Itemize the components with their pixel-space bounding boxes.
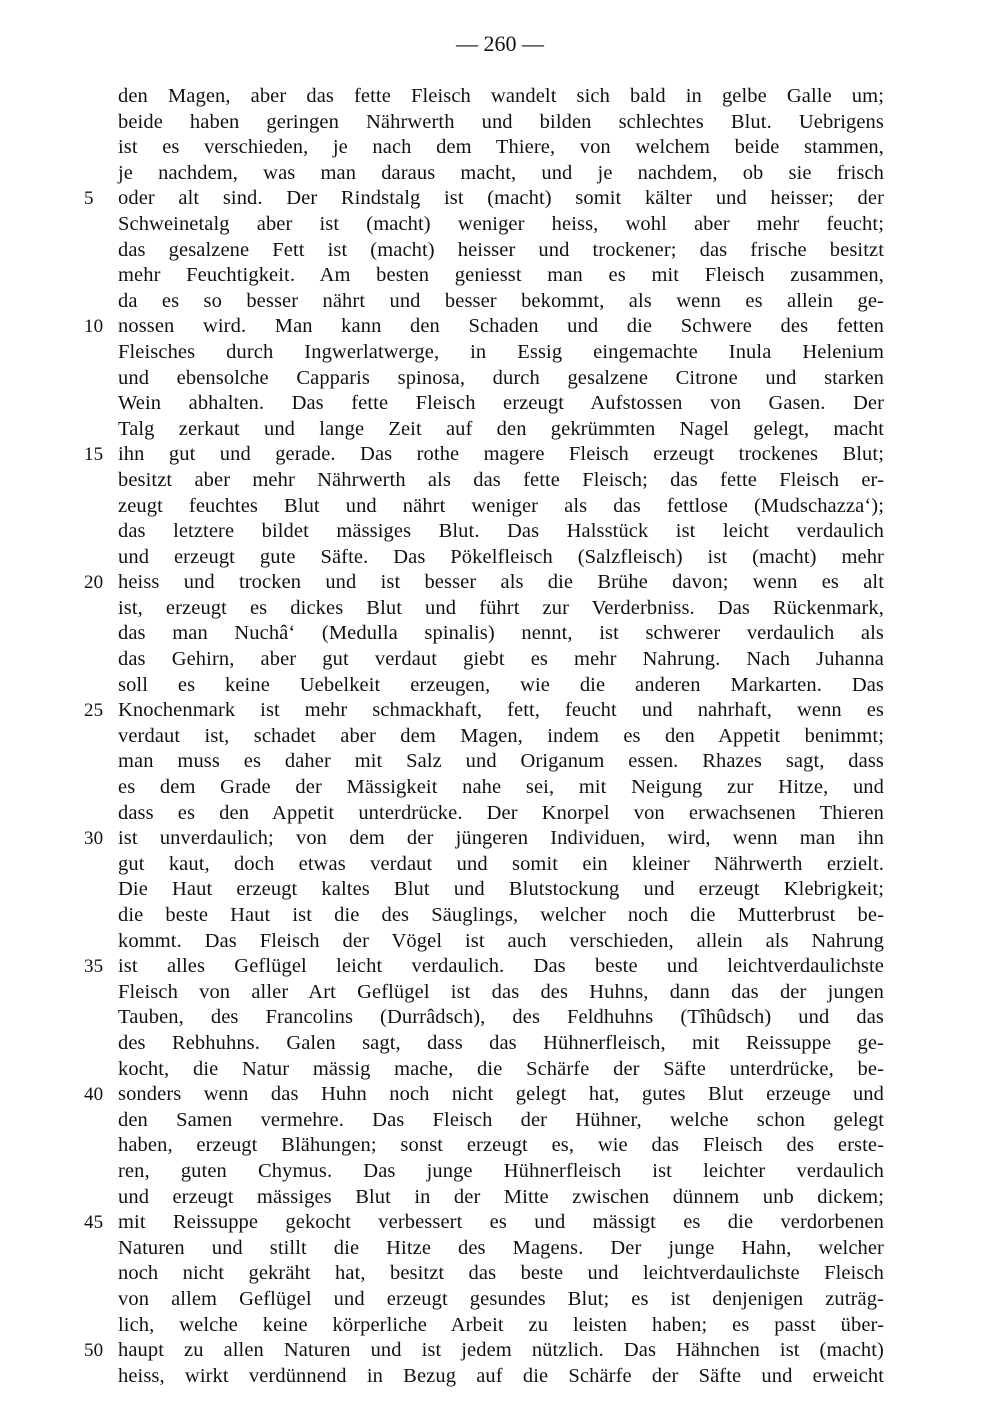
line-text: des Rebhuhns. Galen sagt, dass das Hühnerfleisch, mit Reissuppe ge- xyxy=(118,1031,884,1054)
line-number: 30 xyxy=(84,828,104,850)
text-line xyxy=(118,1031,884,1057)
text-line xyxy=(118,1133,884,1159)
text-line xyxy=(118,417,884,443)
line-text: Wein abhalten. Das fette Fleisch erzeugt Aufstossen von Gasen. Der xyxy=(118,392,884,415)
line-text: ihn gut und gerade. Das rothe magere Fleisch erzeugt trockenes Blut; xyxy=(118,443,884,466)
line-text: Fleisches durch Ingwerlatwerge, in Essig eingemachte Inula Helenium xyxy=(118,340,884,363)
line-text: das Gehirn, aber gut verdaut giebt es mehr Nahrung. Nach Juhanna xyxy=(118,648,884,671)
line-text: besitzt aber mehr Nährwerth als das fette Fleisch; das fette Fleisch er- xyxy=(118,468,884,491)
text-line xyxy=(118,596,884,622)
line-text: Die Haut erzeugt kaltes Blut und Blutstockung und erzeugt Klebrigkeit; xyxy=(118,878,884,901)
text-line xyxy=(118,1261,884,1287)
line-number: 5 xyxy=(84,188,94,210)
line-text: haben, erzeugt Blähungen; sonst erzeugt es, wie das Fleisch des erste- xyxy=(118,1134,884,1157)
line-text: gut kaut, doch etwas verdaut und somit ein kleiner Nährwerth erzielt. xyxy=(118,852,884,875)
line-text: die beste Haut ist die des Säuglings, welcher noch die Mutterbrust be- xyxy=(118,904,884,926)
text-line xyxy=(118,1159,884,1185)
line-number: 50 xyxy=(84,1340,104,1362)
line-text: es dem Grade der Mässigkeit nahe sei, mit Neigung zur Hitze, und xyxy=(118,776,884,799)
line-text: heiss und trocken und ist besser als die Brühe davon; wenn es alt xyxy=(118,571,884,594)
line-text: heiss, wirkt verdünnend in Bezug auf die Schärfe der Säfte und erweicht xyxy=(118,1364,884,1387)
text-line xyxy=(84,826,884,852)
line-number: 20 xyxy=(84,572,104,594)
body-text xyxy=(84,84,884,1389)
text-line xyxy=(84,314,884,340)
line-text: ist alles Geflügel leicht verdaulich. Das beste und leichtverdaulichste xyxy=(118,955,884,978)
line-text: den Magen, aber das fette Fleisch wandelt sich bald in gelbe Galle um; xyxy=(118,85,884,107)
text-line xyxy=(84,698,884,724)
text-line xyxy=(118,852,884,878)
line-text: Schweinetalg aber ist (macht) weniger heiss, wohl aber mehr feucht; xyxy=(118,212,884,235)
text-line xyxy=(118,1005,884,1031)
text-line xyxy=(118,1287,884,1313)
line-text: Fleisch von aller Art Geflügel ist das des Huhns, dann das der jungen xyxy=(118,980,884,1003)
text-line xyxy=(118,340,884,366)
line-number: 40 xyxy=(84,1084,104,1106)
text-line xyxy=(118,1185,884,1211)
text-line xyxy=(118,238,884,264)
text-line xyxy=(118,775,884,801)
text-line xyxy=(118,263,884,289)
line-text: beide haben geringen Nährwerth und bilden schlechtes Blut. Uebrigens xyxy=(118,110,884,133)
text-line xyxy=(118,84,884,110)
line-text: und erzeugt mässiges Blut in der Mitte zwischen dünnem unb dickem; xyxy=(118,1185,884,1208)
line-text: verdaut ist, schadet aber dem Magen, indem es den Appetit benimmt; xyxy=(118,724,884,747)
text-line xyxy=(118,1364,884,1390)
line-text: Tauben, des Francolins (Durrâdsch), des Feldhuhns (Tîhûdsch) und das xyxy=(118,1006,884,1029)
line-text: kocht, die Natur mässig mache, die Schärfe der Säfte unterdrücke, be- xyxy=(118,1057,884,1080)
text-line xyxy=(118,366,884,392)
line-text: man muss es daher mit Salz und Origanum essen. Rhazes sagt, dass xyxy=(118,750,884,773)
text-line xyxy=(118,494,884,520)
text-line xyxy=(118,519,884,545)
line-text: ist es verschieden, je nach dem Thiere, von welchem beide stammen, xyxy=(118,136,884,159)
text-line xyxy=(118,673,884,699)
text-line xyxy=(118,621,884,647)
text-line xyxy=(118,724,884,750)
text-line xyxy=(118,545,884,571)
line-text: von allem Geflügel und erzeugt gesundes Blut; es ist denjenigen zuträg- xyxy=(118,1287,884,1310)
line-number: 25 xyxy=(84,700,104,722)
line-text: Naturen und stillt die Hitze des Magens. Der junge Hahn, welcher xyxy=(118,1236,884,1259)
text-line xyxy=(118,212,884,238)
line-text: da es so besser nährt und besser bekommt, als wenn es allein ge- xyxy=(118,289,884,312)
line-text: nossen wird. Man kann den Schaden und die Schwere des fetten xyxy=(118,315,884,338)
line-text: das letztere bildet mässiges Blut. Das Halsstück ist leicht verdaulich xyxy=(118,520,884,543)
text-line xyxy=(118,980,884,1006)
text-line xyxy=(118,1057,884,1083)
line-text: je nachdem, was man daraus macht, und je nachdem, ob sie frisch xyxy=(118,161,884,184)
line-text: mehr Feuchtigkeit. Am besten geniesst man es mit Fleisch zusammen, xyxy=(118,264,884,287)
line-text: zeugt feuchtes Blut und nährt weniger als das fettlose (Mudschazza‘); xyxy=(118,494,884,517)
text-line xyxy=(118,289,884,315)
line-number: 35 xyxy=(84,956,104,978)
line-text: das gesalzene Fett ist (macht) heisser und trockener; das frische besitzt xyxy=(118,238,884,261)
text-line xyxy=(118,1236,884,1262)
line-text: dass es den Appetit unterdrücke. Der Knorpel von erwachsenen Thieren xyxy=(118,801,884,824)
page-number: — 260 — xyxy=(456,31,544,56)
line-text: ren, guten Chymus. Das junge Hühnerfleisch ist leichter verdaulich xyxy=(118,1159,884,1182)
line-number: 10 xyxy=(84,316,104,338)
text-line xyxy=(118,929,884,955)
text-line xyxy=(118,1108,884,1134)
text-line xyxy=(84,570,884,596)
text-line xyxy=(118,801,884,827)
line-text: soll es keine Uebelkeit erzeugen, wie die anderen Markarten. Das xyxy=(118,673,884,696)
line-text: den Samen vermehre. Das Fleisch der Hühner, welche schon gelegt xyxy=(118,1108,884,1131)
text-line xyxy=(118,1313,884,1339)
line-number: 45 xyxy=(84,1212,104,1234)
line-number: 15 xyxy=(84,444,104,466)
line-text: das man Nuchâ‘ (Medulla spinalis) nennt, ist schwerer verdaulich als xyxy=(118,622,884,645)
text-line xyxy=(84,1338,884,1364)
text-line xyxy=(118,749,884,775)
text-line xyxy=(84,1210,884,1236)
line-text: Talg zerkaut und lange Zeit auf den gekrümmten Nagel gelegt, macht xyxy=(118,417,884,440)
text-line xyxy=(118,877,884,903)
line-text: ist, erzeugt es dickes Blut und führt zur Verderbniss. Das Rückenmark, xyxy=(118,596,884,619)
line-text: haupt zu allen Naturen und ist jedem nützlich. Das Hähnchen ist (macht) xyxy=(118,1339,884,1362)
text-line xyxy=(84,442,884,468)
line-text: noch nicht gekräht hat, besitzt das beste und leichtverdaulichste Fleisch xyxy=(118,1262,884,1285)
line-text: oder alt sind. Der Rindstalg ist (macht) somit kälter und heisser; der xyxy=(118,187,884,210)
line-text: und erzeugt gute Säfte. Das Pökelfleisch (Salzfleisch) ist (macht) mehr xyxy=(118,545,884,568)
text-line xyxy=(84,954,884,980)
text-line xyxy=(118,903,884,929)
text-line xyxy=(84,1082,884,1108)
line-text: kommt. Das Fleisch der Vögel ist auch verschieden, allein als Nahrung xyxy=(118,929,884,952)
text-line xyxy=(118,135,884,161)
line-text: Knochenmark ist mehr schmackhaft, fett, feucht und nahrhaft, wenn es xyxy=(118,699,884,722)
text-line xyxy=(118,391,884,417)
text-line xyxy=(118,647,884,673)
line-text: lich, welche keine körperliche Arbeit zu leisten haben; es passt über- xyxy=(118,1313,884,1336)
line-text: und ebensolche Capparis spinosa, durch gesalzene Citrone und starken xyxy=(118,366,884,389)
text-line xyxy=(84,186,884,212)
line-text: mit Reissuppe gekocht verbessert es und mässigt es die verdorbenen xyxy=(118,1211,884,1234)
text-line xyxy=(118,468,884,494)
text-line xyxy=(118,161,884,187)
line-text: ist unverdaulich; von dem der jüngeren Individuen, wird, wenn man ihn xyxy=(118,827,884,850)
text-line xyxy=(118,110,884,136)
line-text: sonders wenn das Huhn noch nicht gelegt hat, gutes Blut erzeuge und xyxy=(118,1083,884,1106)
